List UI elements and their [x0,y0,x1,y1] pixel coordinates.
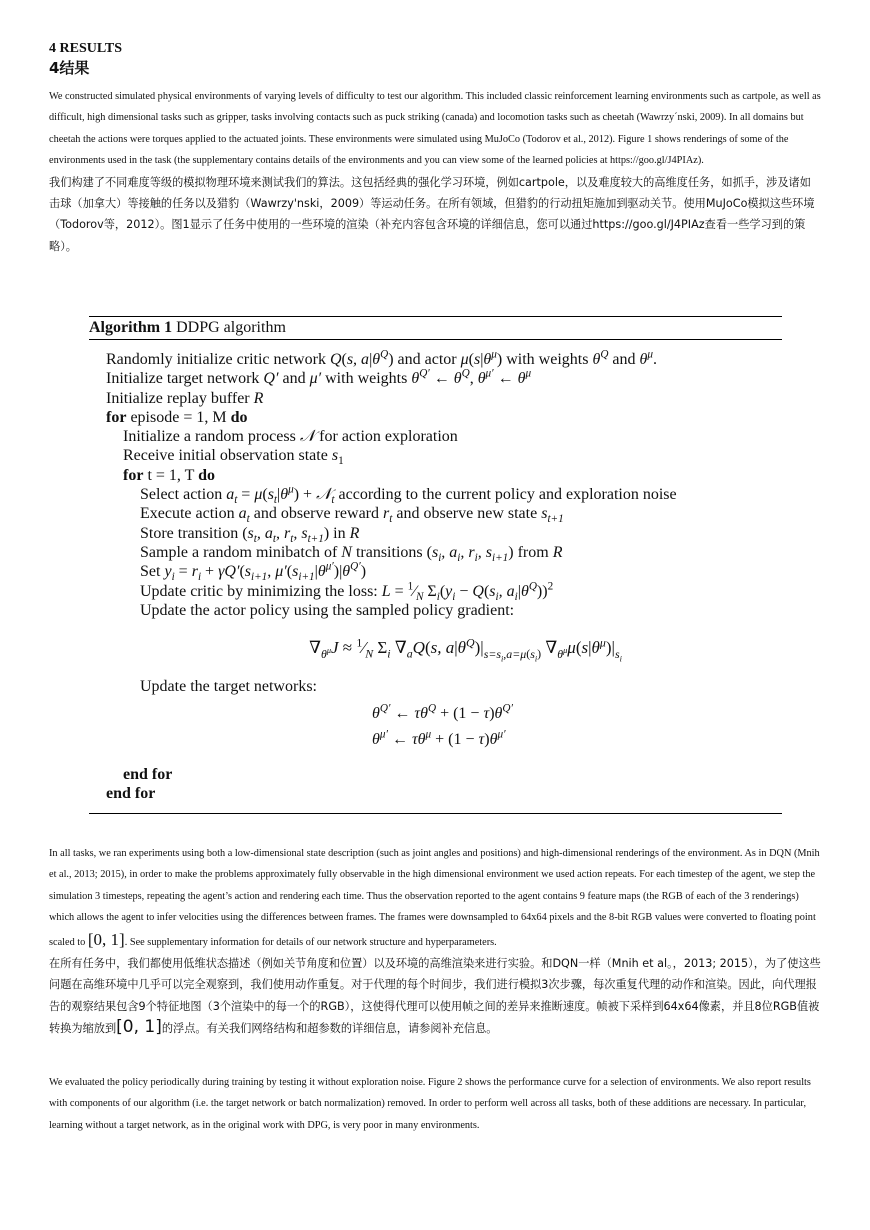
algorithm-body [89,340,782,814]
policy-gradient-equation: $\nabla_{\theta^\mu}J$ ≈ $^1⁄_N$ $\Sigma_i$ $\nabla_aQ(s$, $a|\theta^Q)|_{s=s_i,a=\mu(s_i)}$ $\nabla_{\theta^\mu}\mu(s|\theta^\mu)|_{s_i}$ [309,635,622,663]
page-text [49,40,821,257]
algo-line: Update critic by minimizing the loss: $L = ^1⁄_N$ $\Sigma_i(y_i - Q(s_i$, $a_i|\theta^Q))^2$ [140,580,554,603]
paragraph-3 [49,1072,821,1136]
algo-line: for t = 1, T do [123,466,216,484]
section-heading-en: 4 RESULTS [49,41,123,56]
algo-line: Store transition ($s_t$, $a_t$, $r_t$, $s_{t+1}$) in R [140,524,360,545]
paragraph-3-en: We evaluated the policy periodically during training by testing it without exploration noise. Figure 2 shows the performance curve for a selection of environments. We also report results with components of our algorithm (i.e. the target network or batch normalization) removed. In order to perform well across all tasks, both of these additions are necessary. In particular, learning without a target network, as in the original work with DPG, is very poor in many environments. [49,1077,811,1131]
algo-line: Initialize a random process 𝒩 for action exploration [123,428,458,446]
algo-line: Initialize target network Q′ and μ′ with weights $\theta^{Q'}$ ← $\theta^Q$, $\theta^{\mu'}$ ← $\theta^\mu$ [106,367,532,388]
algo-line: Randomly initialize critic network Q(s, $a|\theta^Q$) and actor $\mu(s|\theta^\mu)$ with weights $\theta^Q$ and $\theta^\mu$. [106,348,657,368]
algorithm-box [89,316,782,814]
algo-line: Receive initial observation state $s_1$ [123,447,344,468]
algo-end-for-inner: end for [123,765,173,783]
paragraph-2 [49,843,821,1040]
algo-line: Select action $a_t = \mu(s_t|\theta^\mu)$ + 𝒩$_t$ according to the current policy and exploration noise [140,483,677,507]
algo-line: Initialize replay buffer R [106,389,264,407]
algorithm-header [89,317,782,340]
paragraph-2-en: In all tasks, we ran experiments using both a low-dimensional state description (such as joint angles and positions) and high-dimensional renderings of the environment. As in DQN (Mnih et al., 2013; 2015), in order to make the problems approximately fully observable in the high dimensional environment we used action repeats. For each timestep of the agent, we step the simulation 3 timesteps, repeating the agent’s action and rendering each time. Thus the observation reported to the agent contains 9 feature maps (the RGB of each of the 3 renderings) which allows the agent to infer velocities using the differences between frames. The frames were downsampled to 64x64 pixels and the 8-bit RGB values were converted to floating point scaled to [0, 1]. See supplementary information for details of our network structure and hyperparameters. [49,848,820,949]
target-update-mu: $\theta^{\mu'}$ ← $\tau\theta^\mu + (1 - \tau)\theta^{\mu'}$ [372,728,506,748]
algo-line: Update the target networks: [140,677,317,695]
algo-line: Sample a random minibatch of N transitions ($s_i$, $a_i$, $r_i$, $s_{i+1}$) from R [140,543,563,565]
target-update-q: $\theta^{Q'}$ ← $\tau\theta^Q + (1 - \tau)\theta^{Q'}$ [372,702,513,723]
paragraph-1-en: We constructed simulated physical environments of varying levels of difficulty to test our algorithm. This included classic reinforcement learning environments such as cartpole, as well as difficult, high dimensional tasks such as gripper, tasks involving contacts such as puck striking (canada) and locomotion tasks such as cheetah (Wawrzy´nski, 2009). In all domains but cheetah the actions were torques applied to the actuated joints. These environments were simulated using MuJoCo (Todorov et al., 2012). Figure 1 shows renderings of some of the environments used in the task (the supplementary contains details of the environments and you can view some of the learned policies at https://goo.gl/J4PIAz). [49,91,821,167]
algo-line: Execute action $a_t$ and observe reward $r_t$ and observe new state $s_{t+1}$ [140,505,564,526]
algorithm-title: DDPG algorithm [176,319,286,336]
paragraph-2-zh: 在所有任务中，我们都使用低维状态描述（例如关节角度和位置）以及环境的高维渲染来进行实验。和DQN一样（Mnih et al。，2013; 2015），为了使这些问题在高维环境中几乎可以完全观察到，我们使用动作重复。对于代理的每个时间步，我们进行模拟3次步骤，每次重复代理的动作和渲染。因此，向代理报告的观察结果包含9个特征地图（3个渲染中的每一个的RGB），这使得代理可以使用帧之间的差异来推断速度。帧被下采样到64x64像素，并且8位RGB值被转换为缩放到[0, 1]的浮点。有关我们网络结构和超参数的详细信息，请参阅补充信息。 [49,957,821,1038]
algorithm-label: Algorithm 1 [89,319,173,336]
algo-line: for episode = 1, M do [106,408,248,426]
section-heading-zh: 4结果 [49,59,90,77]
paragraph-1-zh: 我们构建了不同难度等级的模拟物理环境来测试我们的算法。这包括经典的强化学习环境，例如cartpole，以及难度较大的高维度任务，如抓手，涉及诸如击球（加拿大）等接触的任务以及猎豹（Wawrzy'nski，2009）等运动任务。在所有领域，但猎豹的行动扭矩施加到驱动关节。使用MuJoCo模拟这些环境（Todorov等，2012）。图1显示了任务中使用的一些环境的渲染（补充内容包含环境的详细信息，您可以通过https://goo.gl/J4PIAz查看一些学习到的策略）。 [49,175,815,253]
algo-line: Set $y_i = r_i + \gamma Q'(s_{i+1}$, $\mu'(s_{i+1}|\theta^{\mu'})|\theta^{Q'}$) [140,560,367,584]
algo-line: Update the actor policy using the sampled policy gradient: [140,601,515,619]
algo-end-for-outer: end for [106,785,156,803]
